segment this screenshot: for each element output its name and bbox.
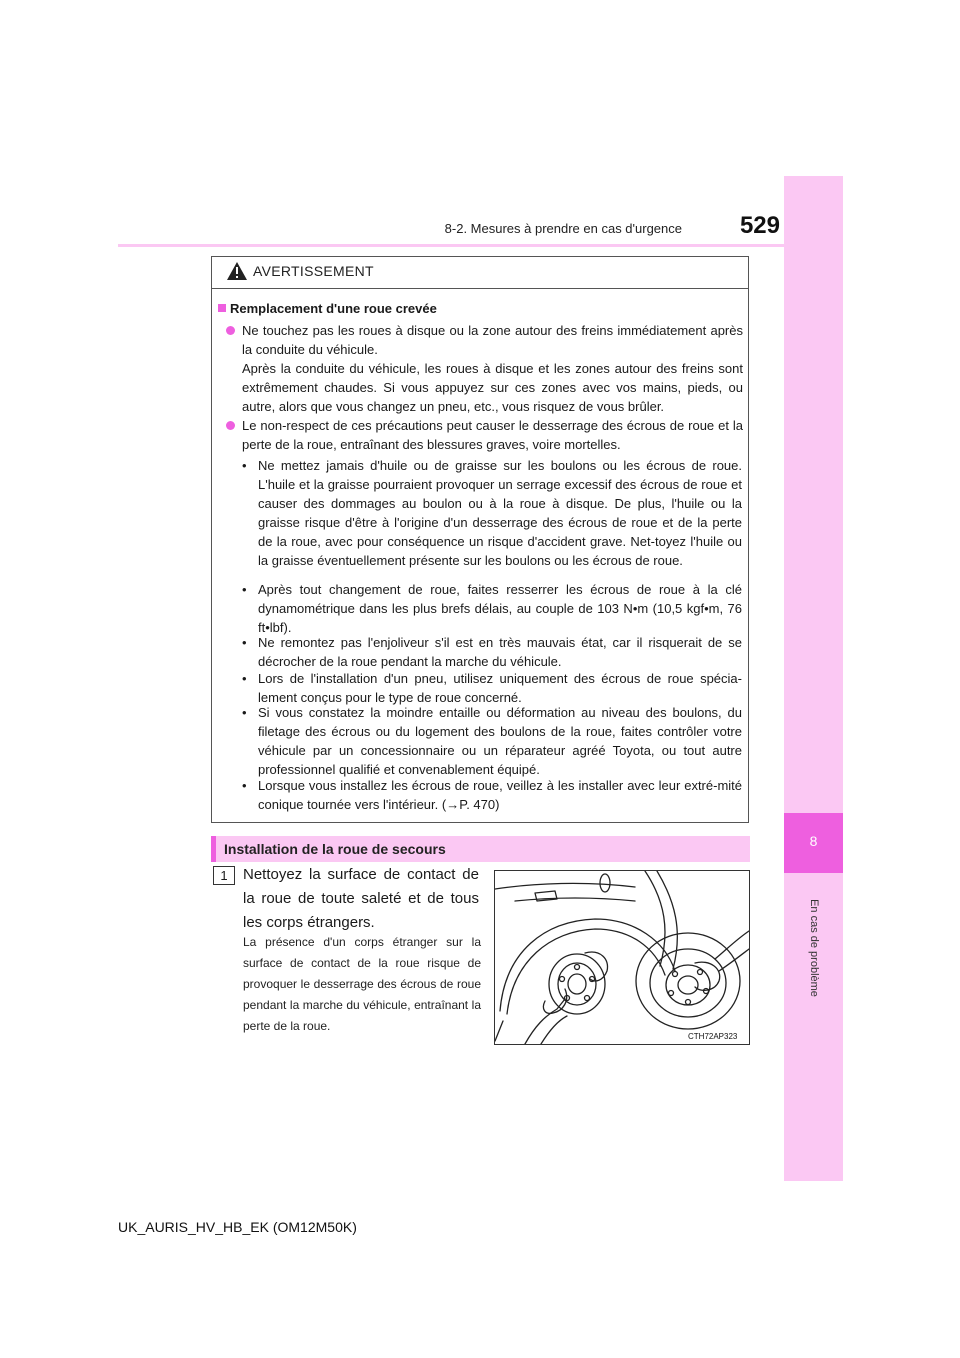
square-bullet-icon: [218, 304, 226, 312]
warning-bullet: Ne remontez pas l'enjoliveur s'il est en très mauvais état, car il risquerait de se décrocher de la roue pendant la marche du véhicule.: [258, 635, 742, 669]
warning-point: Après la conduite du véhicule, les roues à disque et les zones autour des freins sont extrêmement chaudes. Si vous appuyez sur ces zones avec vos mains, pieds, ou autre, alors que vous changez un pneu, etc., vous risquez de vous brûler.: [242, 361, 743, 414]
section-header: 8-2. Mesures à prendre en cas d'urgence: [444, 221, 682, 236]
circle-bullet-icon: [226, 421, 235, 430]
header-rule: [118, 244, 784, 247]
page-number: 529: [739, 212, 780, 239]
warning-bullet: Si vous constatez la moindre entaille ou déformation au niveau des boulons, du filetage des écrous ou du logement des boulons de la roue, faites contrôler votre véhicule par un concessionnaire ou un réparateur agréé Toyota, ou tout autre professionnel qualifié et convenablement équipé.: [258, 705, 742, 777]
warning-bullet: Lorsque vous installez les écrous de roue, veillez à les installer avec leur extré-mité conique tournée vers l'intérieur. (→P. 470): [258, 778, 742, 812]
side-tab: [784, 176, 843, 1181]
illustration-code: CTH72AP323: [688, 1032, 738, 1041]
chapter-number: 8: [809, 833, 818, 849]
warning-title: AVERTISSEMENT: [253, 263, 374, 279]
section-title: Installation de la roue de secours: [224, 841, 446, 857]
footer-document-code: UK_AURIS_HV_HB_EK (OM12M50K): [118, 1219, 357, 1235]
warning-point: Le non-respect de ces précautions peut causer le desserrage des écrous de roue et la perte de la roue, entraînant des blessures graves, voire mortelles.: [242, 418, 743, 452]
step-instruction: Nettoyez la surface de contact de la roue de toute saleté et de tous les corps étrangers.: [243, 866, 479, 931]
wheel-cleaning-drawing: [495, 871, 749, 1044]
warning-bullet: Ne mettez jamais d'huile ou de graisse sur les boulons ou les écrous de roue. L'huile et la graisse pourraient provoquer un serrage excessif des écrous de roue et causer des dommages au boulon ou à la roue à disque. De plus, l'huile ou la graisse risque d'être à l'origine d'un desserrage des écrous de roue et de la perte de la roue, avec pour conséquence un risque d'accident grave. Net-toyez l'huile ou la graisse éventuellement présente sur les boulons ou les écrous de roue.: [258, 458, 742, 568]
bullet-dot: •: [242, 778, 247, 793]
warning-bullet: Après tout changement de roue, faites resserrer les écrous de roue à la clé dynamométrique dans les plus brefs délais, au couple de 103 N•m (10,5 kgf•m, 76 ft•lbf).: [258, 582, 742, 635]
bullet-dot: •: [242, 458, 247, 473]
bullet-dot: •: [242, 671, 247, 686]
section-bar-accent: [211, 836, 216, 862]
bullet-dot: •: [242, 635, 247, 650]
circle-bullet-icon: [226, 326, 235, 335]
bullet-dot: •: [242, 705, 247, 720]
warning-triangle-icon: [226, 261, 248, 281]
step-number: 1: [213, 866, 235, 885]
step-note: La présence d'un corps étranger sur la surface de contact de la roue risque de provoquer le desserrage des écrous de roue pendant la marche du véhicule, entraînant la perte de la roue.: [243, 935, 481, 1033]
warning-point: Ne touchez pas les roues à disque ou la zone autour des freins immédiatement après la conduite du véhicule.: [242, 323, 743, 357]
wheel-cleaning-illustration: [494, 870, 750, 1045]
chapter-label: En cas de problème: [808, 899, 820, 997]
warning-heading: Remplacement d'une roue crevée: [218, 301, 437, 316]
bullet-dot: •: [242, 582, 247, 597]
warning-bullet: Lors de l'installation d'un pneu, utilisez uniquement des écrous de roue spécia-lement conçus pour le type de roue concerné.: [258, 671, 742, 705]
